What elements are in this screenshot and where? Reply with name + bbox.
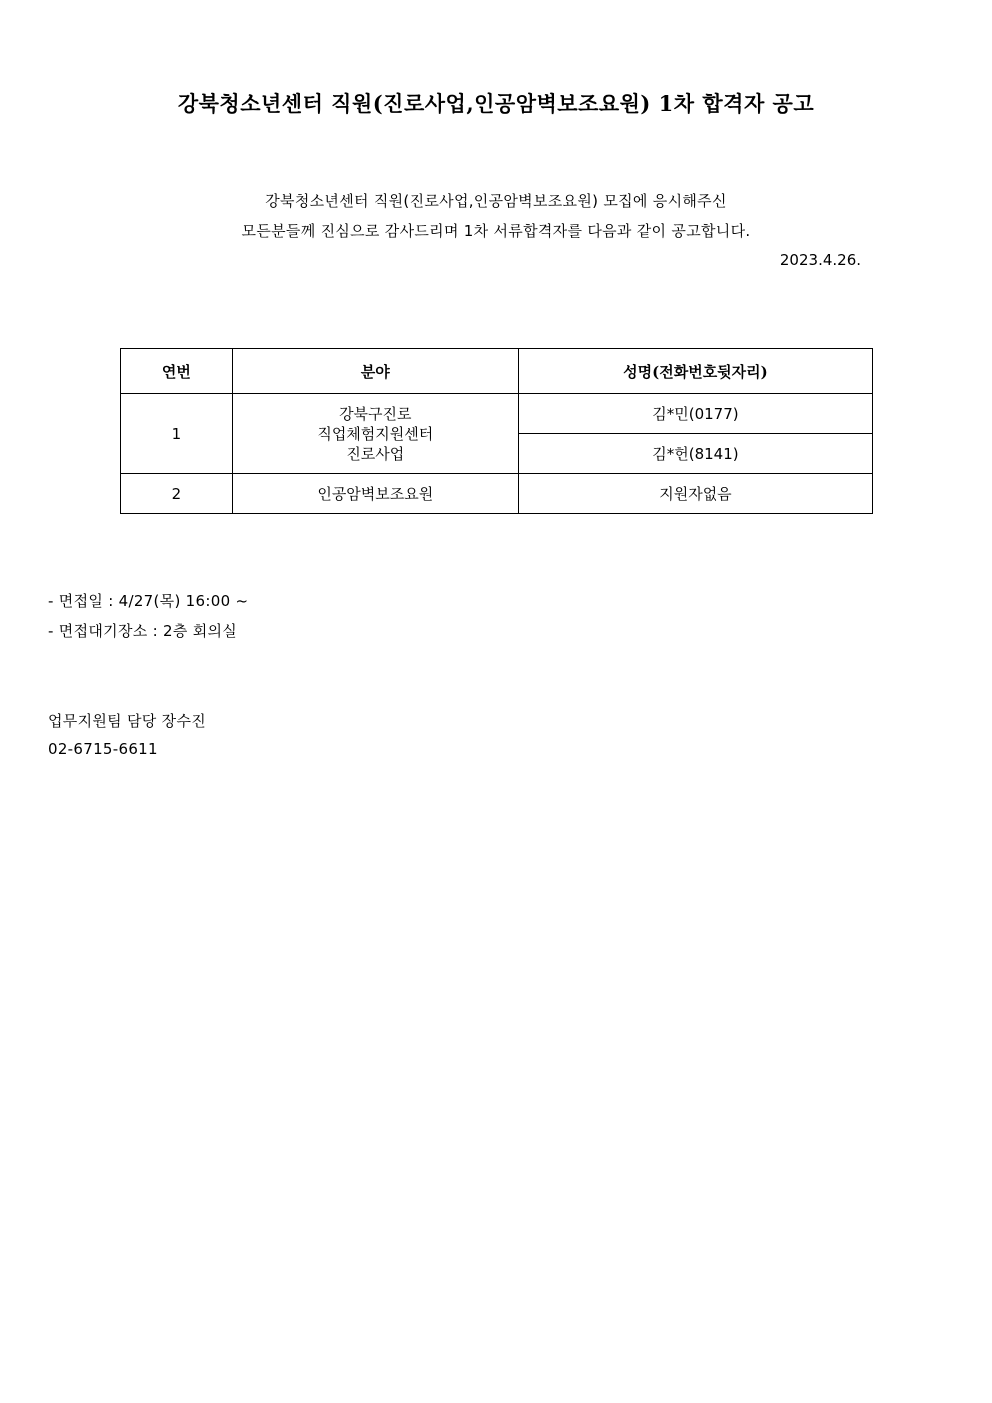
contact-person: 업무지원팀 담당 장수진 <box>48 712 207 730</box>
header-name: 성명(전화번호뒷자리) <box>518 349 872 394</box>
interview-place: - 면접대기장소 : 2층 회의실 <box>48 622 238 640</box>
table-header-row <box>121 349 873 394</box>
results-table <box>120 348 873 514</box>
row-1-name-1: 김*민(0177) <box>518 394 872 434</box>
intro-line-1: 강북청소년센터 직원(진로사업,인공암벽보조요원) 모집에 응시해주신 <box>265 192 727 210</box>
row-2-number: 2 <box>121 474 233 514</box>
row-1-number: 1 <box>121 394 233 474</box>
row-1-field <box>232 394 518 474</box>
announcement-date: 2023.4.26. <box>779 251 861 269</box>
interview-date: - 면접일 : 4/27(목) 16:00 ~ <box>48 592 249 610</box>
table-row <box>121 394 873 434</box>
page-title: 강북청소년센터 직원(진로사업,인공암벽보조요원) 1차 합격자 공고 <box>177 91 815 116</box>
row-2-field: 인공암벽보조요원 <box>232 474 518 514</box>
row-1-field-line-3: 진로사업 <box>346 444 405 463</box>
contact-phone: 02-6715-6611 <box>48 740 158 758</box>
row-1-field-line-2: 직업체험지원센터 <box>317 424 434 443</box>
row-1-name-2: 김*헌(8141) <box>518 434 872 474</box>
row-1-field-line-1: 강북구진로 <box>339 404 412 423</box>
intro-line-2: 모든분들께 진심으로 감사드리며 1차 서류합격자를 다음과 같이 공고합니다. <box>241 222 751 240</box>
table-row <box>121 474 873 514</box>
header-number: 연번 <box>121 349 233 394</box>
row-2-name: 지원자없음 <box>518 474 872 514</box>
header-field: 분야 <box>232 349 518 394</box>
